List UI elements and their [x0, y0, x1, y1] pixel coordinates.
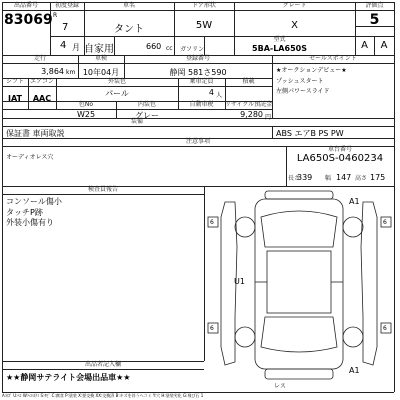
displacement-unit: cc — [166, 45, 173, 52]
era: R — [53, 12, 58, 19]
height: 175 — [370, 173, 386, 182]
chassis-number: LA650S-0460234 — [296, 153, 384, 164]
warranty: 保証書 車両取説 — [6, 129, 65, 138]
color-no: W25 — [76, 110, 96, 119]
mark-a1-top: A1 — [349, 197, 360, 206]
chassis-label: 車台番号 — [327, 146, 352, 153]
score-label: 評価点 — [365, 2, 384, 9]
score: 5 — [369, 12, 380, 28]
color-label: 外装色 — [107, 78, 126, 85]
selling-point-1: ★オークションデビュー★ — [276, 67, 347, 74]
usage: 自家用 — [84, 44, 114, 55]
frame-specs-bottom — [2, 126, 394, 127]
divider — [2, 194, 204, 195]
ac-label: エアコン — [30, 78, 54, 85]
divider — [272, 126, 273, 138]
model-label: 型式 — [273, 36, 286, 43]
inspector-line-1: コンソール傷小 — [6, 197, 62, 206]
divider — [114, 36, 115, 55]
inspector-line-3: 外装小傷有り — [6, 218, 54, 227]
car-roof — [267, 251, 331, 313]
rear-bumper — [265, 369, 333, 379]
selling-point-3: 左側パワースライド — [276, 88, 330, 95]
car-top-body — [255, 199, 343, 369]
exterior-color: パール — [105, 89, 129, 98]
car-name-label: 車名 — [122, 2, 135, 9]
shift-label: シフト — [5, 78, 24, 85]
notes-label: 注意事項 — [185, 138, 210, 145]
grade: X — [291, 20, 298, 31]
exhibitor-label: 出品者記入欄 — [84, 361, 121, 368]
door: 5W — [195, 20, 213, 31]
wheel-rear-left — [235, 327, 255, 347]
length: 339 — [297, 173, 313, 182]
selling-points-label: セールスポイント — [309, 55, 357, 62]
ac: AAC — [32, 94, 52, 103]
interior-color: グレー — [135, 111, 159, 120]
month: 4 — [60, 40, 67, 51]
lot-number: 83069 — [4, 12, 53, 28]
length-label: 長さ — [288, 175, 301, 182]
door-label: ドア形状 — [192, 2, 216, 9]
width: 147 — [336, 173, 352, 182]
capacity-unit: 人 — [216, 92, 223, 99]
plate: 静岡 581さ590 — [169, 68, 227, 77]
width-label: 幅 — [325, 175, 332, 182]
front-bumper — [265, 191, 333, 199]
capacity-label: 乗車定員 — [189, 78, 214, 85]
height-label: 高さ — [355, 175, 368, 182]
car-right-side — [361, 202, 377, 365]
divider — [2, 369, 204, 370]
capacity: 4 — [208, 88, 214, 97]
mark-u1: U1 — [234, 277, 245, 286]
divider — [2, 86, 272, 87]
color-no-label: 色No — [78, 101, 94, 108]
year-label: 初度登録 — [54, 2, 79, 9]
car-windshield — [261, 211, 337, 247]
year: 7 — [62, 22, 69, 33]
mileage-label: 走行 — [33, 55, 46, 62]
car-damage-diagram — [205, 187, 394, 392]
tax-label: 自動車税 — [189, 101, 214, 108]
mark-six-bottom-left: 6 — [210, 325, 214, 332]
wheel-front-left — [235, 217, 255, 237]
selling-point-2: プッシュスタート — [276, 78, 324, 85]
inspection: 10年04月 — [82, 68, 120, 77]
mileage-unit: km — [66, 69, 76, 76]
warranty-label: 装備 — [130, 118, 143, 125]
inspector-line-2: タッチP跡 — [6, 208, 43, 217]
displacement: 660 — [146, 42, 162, 51]
mark-six-top-right: 6 — [383, 219, 387, 226]
frame-right — [394, 2, 395, 392]
divider — [2, 63, 394, 64]
car-rear-window — [261, 317, 337, 352]
lot-label: 出品番号 — [13, 2, 38, 9]
recycle-label: リサイクル預託金 — [225, 101, 273, 108]
exhibitor-text: ★★静岡サテライト会場出品車★★ — [6, 373, 131, 382]
inspection-label: 車検 — [94, 55, 107, 62]
wheel-rear-right — [343, 327, 363, 347]
divider — [2, 10, 394, 11]
mark-res: レス — [274, 383, 286, 390]
car-name: タント — [114, 24, 144, 35]
plate-label: 登録番号 — [185, 55, 210, 62]
fuel: ガソリン — [180, 46, 205, 53]
mark-six-bottom-right: 6 — [383, 325, 387, 332]
mark-a1-bottom: A1 — [349, 366, 360, 375]
wheel-front-right — [343, 217, 363, 237]
equipment: ABS エアB PS PW — [276, 129, 344, 138]
recycle-unit: 円 — [265, 114, 272, 121]
shift: IAT — [7, 94, 22, 103]
inspector-label: 検査員報告 — [87, 186, 118, 193]
model-code: 5BA-LA650S — [252, 44, 307, 53]
interior-color-label: 内装色 — [137, 101, 156, 108]
divider — [272, 55, 273, 118]
damage-legend: A:ｷｽﾞ U:ﾍｺ W:ﾍｺﾐ/ﾅﾐ S:ｻﾋﾞ C:腐食 P:塗装 X:要交換 XX:交換済 B:キズを伴うヘコミ Y:穴 H:塗装劣化 G:飛び石 1 — [2, 393, 204, 398]
grade-label: グレード — [282, 2, 307, 9]
mark-six-top-left: 6 — [210, 219, 214, 226]
mileage: 3,864 — [41, 67, 64, 76]
month-unit: 月 — [72, 43, 80, 52]
exterior-score: A — [380, 40, 388, 51]
recycle: 9,280 — [240, 110, 263, 119]
interior-score: A — [361, 40, 368, 51]
notes-text: オーディオレス穴 — [6, 154, 54, 161]
load-label: 積載 — [242, 78, 255, 85]
